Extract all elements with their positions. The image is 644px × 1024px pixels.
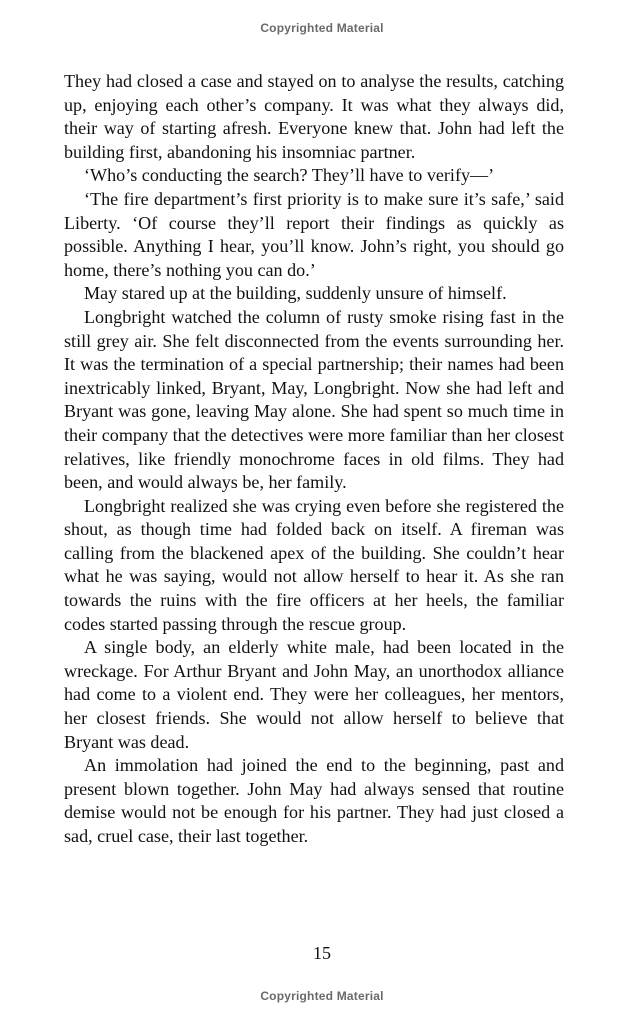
page-number: 15 xyxy=(313,943,331,963)
paragraph: They had closed a case and stayed on to analyse the results, catching up, enjoying each other’s company. It was what they always did, their way of starting afresh. Everyone knew that. John had left the building first, abandoning his insomniac partner. xyxy=(64,71,564,162)
paragraph: ‘Who’s conducting the search? They’ll have to verify—’ xyxy=(84,165,495,186)
paragraph: Longbright watched the column of rusty smoke rising fast in the still grey air. She felt disconnected from the events surrounding her. It was the termination of a special partnership; their names had been inextricably linked, Bryant, May, Longbright. Now she had left and Bryant was gone, leaving May alone. She had spent so much time in their company that the detectives were more familiar than her closest relatives, like friendly monochrome faces in old films. They had been, and would always be, her family. xyxy=(64,306,564,493)
page-body-text xyxy=(64,70,564,849)
copyright-header: Copyrighted Material xyxy=(260,21,384,35)
paragraph: An immolation had joined the end to the beginning, past and present blown together. John May had always sensed that routine demise would not be enough for his partner. They had just closed a sad, cruel case, their last together. xyxy=(64,755,564,846)
paragraph: May stared up at the building, suddenly unsure of himself. xyxy=(84,283,507,304)
paragraph: ‘The fire department’s first priority is to make sure it’s safe,’ said Liberty. ‘Of course they’ll report their findings as quickly as possible. Anything I hear, you’ll know. John’s right, you should go home, there’s nothing you can do.’ xyxy=(64,188,564,280)
paragraph: A single body, an elderly white male, had been located in the wreckage. For Arthur Bryant and John May, an unorthodox alliance had come to a violent end. They were her colleagues, her mentors, her closest friends. She would not allow herself to believe that Bryant was dead. xyxy=(64,637,564,752)
copyright-footer: Copyrighted Material xyxy=(260,989,384,1003)
paragraph: Longbright realized she was crying even before she registered the shout, as though time had folded back on itself. A fireman was calling from the blackened apex of the building. She couldn’t hear what he was saying, would not allow herself to hear it. As she ran towards the ruins with the fire officers at her heels, the familiar codes started passing through the rescue group. xyxy=(64,495,564,634)
